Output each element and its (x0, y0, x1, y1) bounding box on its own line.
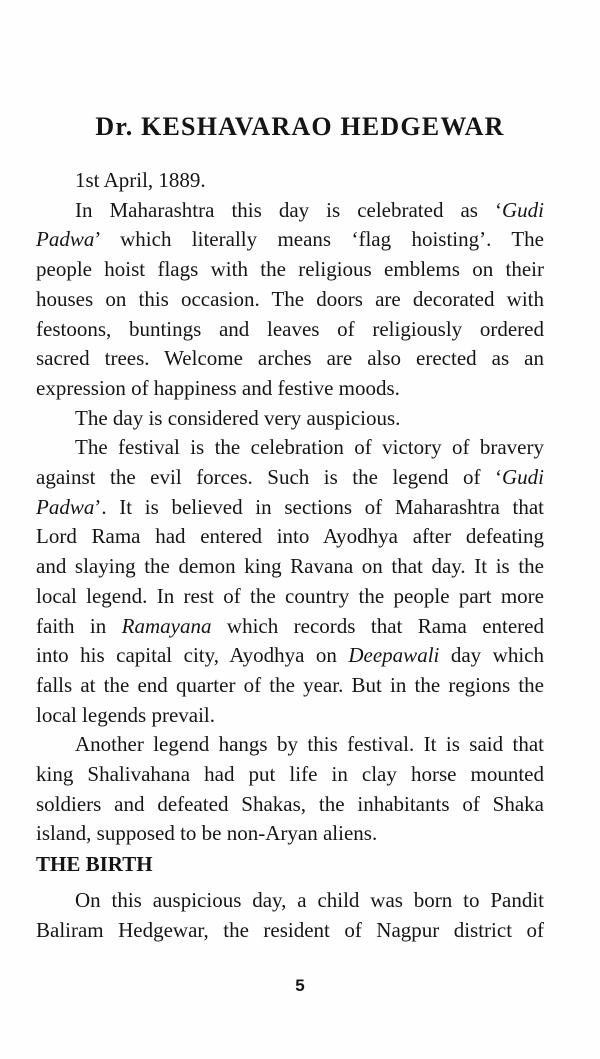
text-line: local legend. In rest of the country the people part more (36, 583, 544, 608)
section-body-text (36, 886, 544, 945)
text-line: Baliram Hedgewar, the resident of Nagpur district of (36, 917, 544, 942)
text-line: day which (439, 643, 544, 668)
text-line: Another legend hangs by this festival. It is said that (75, 732, 544, 757)
italic-term: Padwa (36, 227, 95, 252)
italic-term: Gudi (502, 465, 544, 490)
body-text (36, 166, 544, 849)
text-line: Lord Rama had entered into Ayodhya after defeating (36, 524, 544, 549)
paragraph-gudi-padwa (36, 196, 544, 404)
page-number: 5 (295, 976, 305, 995)
date-line: 1st April, 1889. (75, 168, 206, 192)
text-line: ’ which literally means ‘flag hoisting’. The (94, 227, 544, 252)
italic-term: Ramayana (121, 613, 212, 638)
text-line: houses on this occasion. The doors are decorated with (36, 286, 544, 311)
italic-term: Padwa (36, 494, 95, 519)
text-line: local legends prevail. (36, 702, 216, 727)
chapter-title: Dr. KESHAVARAO HEDGEWAR (95, 112, 505, 141)
text-line: against the evil forces. Such is the legend of ‘ (36, 465, 502, 490)
paragraph-legend (36, 433, 544, 730)
text-line: sacred trees. Welcome arches are also erected as an (36, 346, 544, 371)
text-line: expression of happiness and festive moods. (36, 375, 400, 400)
text-line: The festival is the celebration of victory of bravery (75, 435, 544, 460)
paragraph-auspicious: The day is considered very auspicious. (75, 405, 401, 430)
text-line: falls at the end quarter of the year. But in the regions the (36, 672, 544, 697)
text-line: people hoist flags with the religious emblems on their (36, 257, 544, 282)
text-line: island, supposed to be non-Aryan aliens. (36, 821, 378, 846)
text-line: ’. It is believed in sections of Maharashtra that (94, 494, 544, 519)
text-line: faith in (36, 613, 122, 638)
paragraph-shalivahana (36, 730, 544, 849)
italic-term: Deepawali (348, 643, 440, 668)
text-line: In Maharashtra this day is celebrated as ‘ (75, 197, 502, 222)
text-line: and slaying the demon king Ravana on that day. It is the (36, 554, 544, 579)
text-line: On this auspicious day, a child was born to Pandit (75, 888, 544, 912)
text-line: which records that Rama entered (211, 613, 544, 638)
italic-term: Gudi (502, 197, 544, 222)
text-line: king Shalivahana had put life in clay horse mounted (36, 762, 544, 787)
section-heading: THE BIRTH (36, 852, 153, 876)
text-line: festoons, buntings and leaves of religiously ordered (36, 316, 544, 341)
text-line: soldiers and defeated Shakas, the inhabitants of Shaka (36, 791, 544, 816)
text-line: into his capital city, Ayodhya on (36, 643, 349, 668)
